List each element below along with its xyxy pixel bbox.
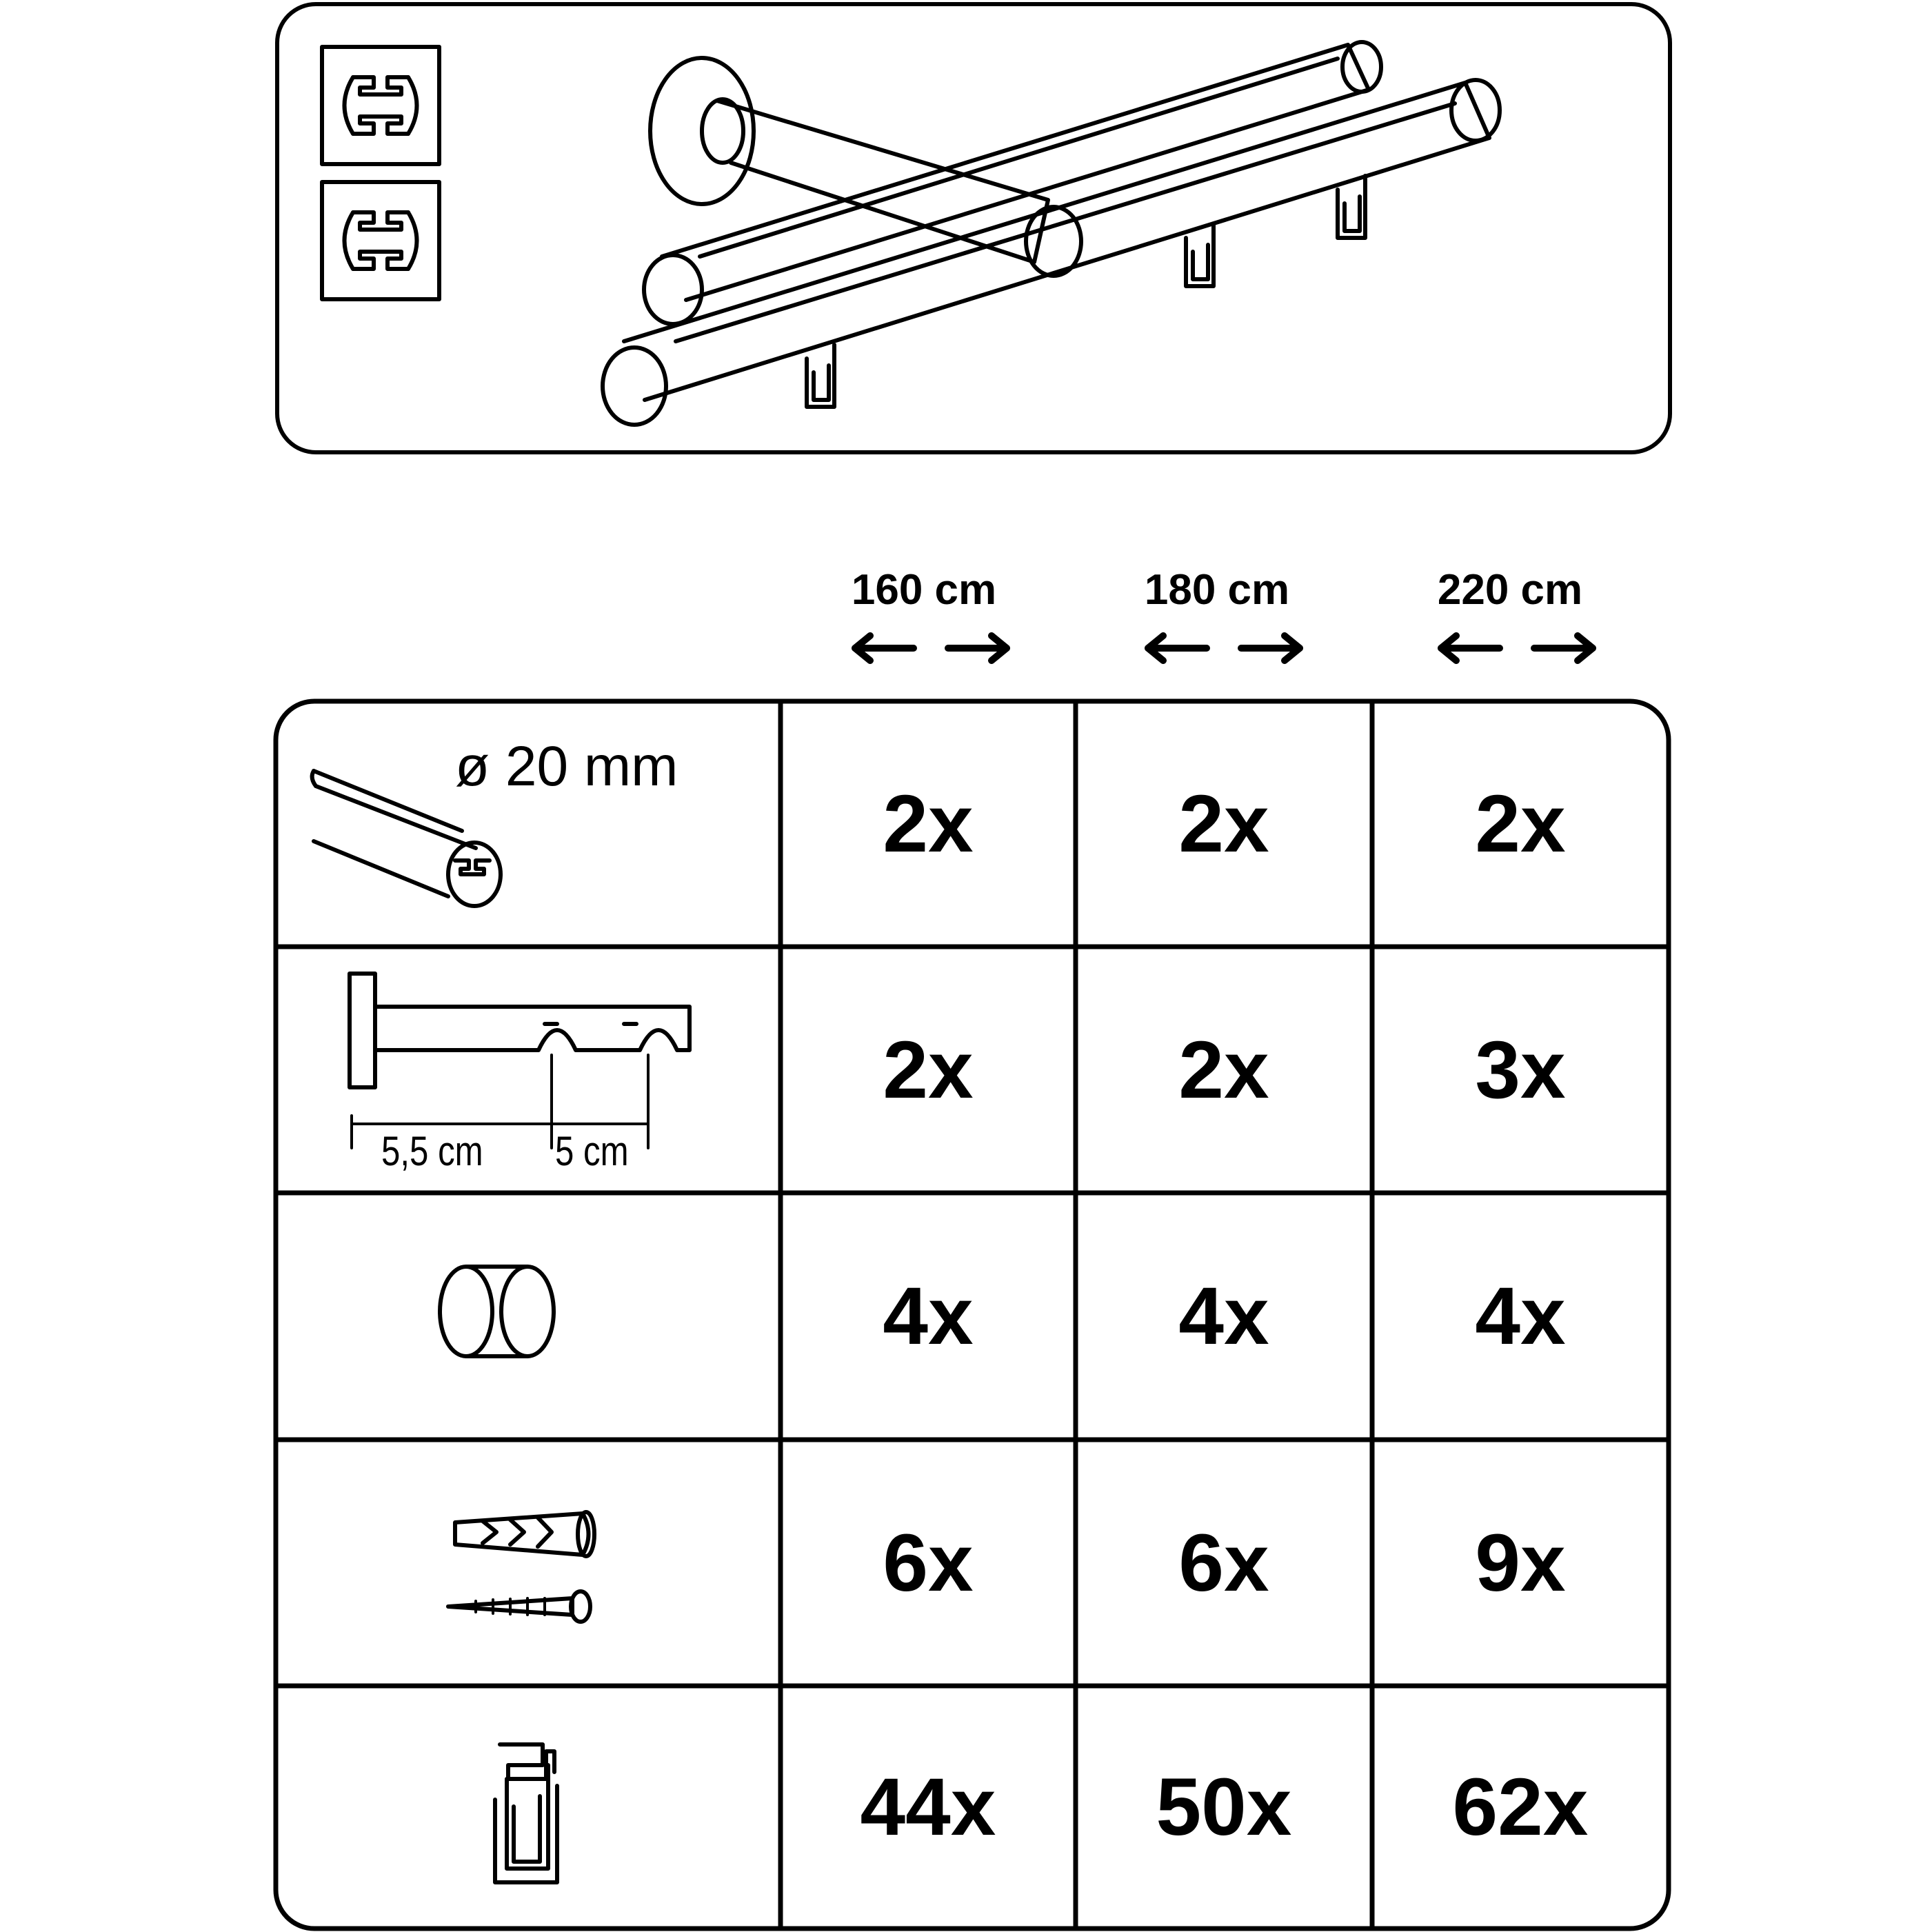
count-hooks-180: 50x bbox=[1156, 1762, 1292, 1853]
count-endcap-160: 4x bbox=[883, 1271, 974, 1362]
count-rail-220: 2x bbox=[1475, 778, 1566, 869]
count-hooks-160: 44x bbox=[860, 1762, 996, 1853]
count-hooks-220: 62x bbox=[1452, 1762, 1589, 1853]
double-arrow-icon bbox=[855, 636, 1007, 661]
count-screws-180: 6x bbox=[1178, 1517, 1269, 1609]
length-label-220: 220 cm bbox=[1437, 566, 1583, 614]
wall-plug-icon bbox=[455, 1512, 594, 1556]
glider-hook-icon bbox=[495, 1744, 557, 1882]
end-cap-icon bbox=[440, 1267, 554, 1356]
diameter-label: ø 20 mm bbox=[455, 735, 678, 798]
count-bracket-220: 3x bbox=[1475, 1024, 1566, 1116]
count-screws-220: 9x bbox=[1475, 1517, 1566, 1609]
count-bracket-160: 2x bbox=[883, 1024, 974, 1116]
count-screws-160: 6x bbox=[883, 1517, 974, 1609]
count-rail-160: 2x bbox=[883, 778, 974, 869]
count-bracket-180: 2x bbox=[1178, 1024, 1269, 1116]
rail-cross-section-icon bbox=[322, 47, 439, 164]
double-bracket-icon bbox=[350, 974, 690, 1148]
double-arrow-icon bbox=[1441, 636, 1593, 661]
bracket-dim-2: 5 cm bbox=[555, 1128, 629, 1174]
count-endcap-220: 4x bbox=[1475, 1271, 1566, 1362]
rail-cross-section-icon bbox=[322, 182, 439, 299]
rail-system-illustration bbox=[603, 42, 1500, 425]
bracket-dim-1: 5,5 cm bbox=[381, 1128, 483, 1174]
count-rail-180: 2x bbox=[1178, 778, 1269, 869]
overview-frame bbox=[277, 4, 1670, 452]
length-label-160: 160 cm bbox=[851, 566, 997, 614]
count-endcap-180: 4x bbox=[1178, 1271, 1269, 1362]
double-arrow-icon bbox=[1148, 636, 1300, 661]
screw-icon bbox=[448, 1591, 590, 1622]
length-label-180: 180 cm bbox=[1144, 566, 1290, 614]
